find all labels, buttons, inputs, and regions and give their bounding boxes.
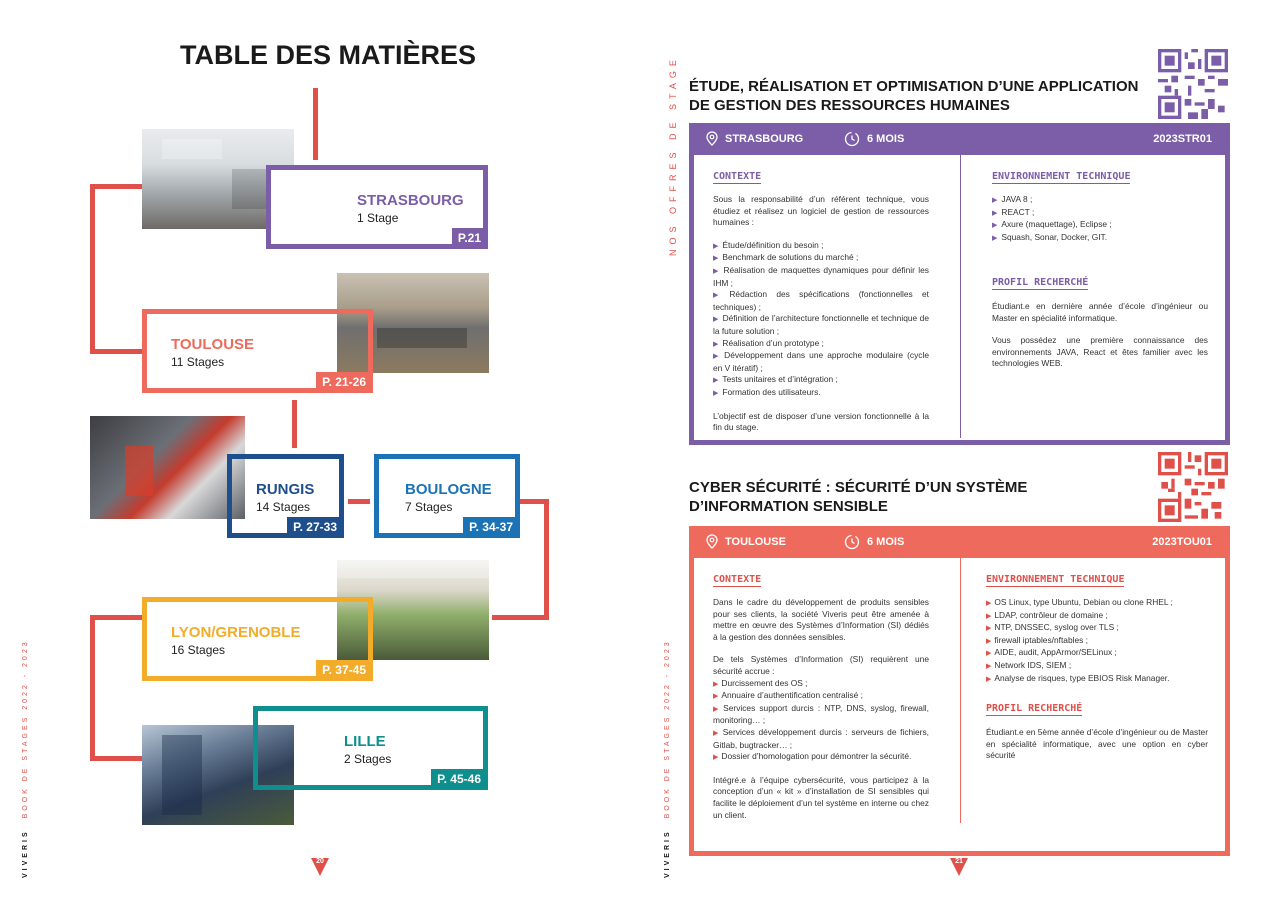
context-item: Réalisation de maquettes dynamiques pour définir les IHM ;: [713, 264, 929, 288]
city-stage-count: 14 Stages: [256, 500, 311, 514]
context-item: Réalisation d’un prototype ;: [722, 337, 824, 348]
offer-duration: 6 MOIS: [867, 133, 905, 145]
location-pin-icon: [705, 131, 719, 147]
offer-body: [689, 155, 1230, 445]
bullet-icon: ▶: [713, 242, 719, 250]
bullet-icon: ▶: [986, 675, 992, 683]
environment-title: ENVIRONNEMENT TECHNIQUE: [992, 171, 1131, 182]
context-title: CONTEXTE: [713, 171, 762, 182]
bullet-icon: ▶: [713, 340, 719, 348]
offer-location: TOULOUSE: [725, 536, 786, 548]
bullet-icon: ▶: [713, 292, 726, 300]
offer-duration: 6 MOIS: [867, 536, 905, 548]
profile-paragraph: Vous possédez une première connaissance des environnements JAVA, React et êtes familier avec les technologies WEB.: [992, 335, 1208, 369]
bullet-icon: ▶: [992, 209, 998, 217]
city-name: BOULOGNE: [405, 481, 492, 498]
offer-info-bar: [689, 526, 1230, 558]
context-item: Services développement durcis : serveurs de fichiers, Gitlab, bugtracker… ;: [713, 726, 929, 750]
connector-line: [90, 349, 142, 354]
connector-line: [492, 615, 549, 620]
page-title: TABLE DES MATIÈRES: [180, 40, 477, 70]
column-divider: [960, 558, 961, 823]
profile-paragraph: Étudiant.e en 5ème année d’école d’ingénieur ou de Master en spécialité informatique, avec une option en cyber sécurité: [986, 727, 1208, 761]
offer-location: STRASBOURG: [725, 133, 804, 145]
env-item: Axure (maquettage), Eclipse ;: [1001, 219, 1112, 230]
context-item: Définition de l’architecture fonctionnelle et technique de la future solution ;: [713, 313, 929, 336]
city-card-boulogne[interactable]: [374, 454, 520, 538]
context-intro: Dans le cadre du développement de produits sensibles pour ses clients, la société Viveris peut être amenée à mettre en œuvre des Systèmes d’Information (SI) dédiés à la gestion des données sensibles.: [713, 597, 929, 642]
bullet-icon: ▶: [713, 754, 719, 762]
environment-list: [992, 194, 1210, 244]
page-number-badge: [950, 858, 968, 876]
environment-title: ENVIRONNEMENT TECHNIQUE: [986, 574, 1125, 585]
env-item: NTP, DNSSEC, syslog over TLS ;: [994, 622, 1119, 633]
context-item: Développement dans une approche modulaire (cycle en V itératif) ;: [713, 350, 929, 373]
connector-line: [90, 756, 142, 761]
env-item: OS Linux, type Ubuntu, Debian ou clone RHEL ;: [994, 597, 1173, 607]
bullet-icon: ▶: [713, 680, 719, 688]
city-page-ref[interactable]: P. 37-45: [316, 660, 372, 680]
qr-code-icon[interactable]: [1158, 49, 1228, 119]
city-page-ref[interactable]: P. 34-37: [463, 517, 519, 537]
book-label: BOOK DE STAGES 2022 - 2023: [22, 639, 29, 819]
bullet-icon: ▶: [986, 600, 992, 607]
brand-name: VIVERIS: [664, 829, 671, 878]
context-item: Rédaction des spécifications (fonctionnelles et techniques) ;: [713, 289, 929, 312]
city-stage-count: 2 Stages: [344, 752, 392, 766]
context-item: Annuaire d’authentification centralisé ;: [721, 690, 863, 701]
connector-line: [313, 88, 318, 160]
city-page-ref[interactable]: P. 27-33: [287, 517, 343, 537]
city-card-lyon-grenoble[interactable]: [142, 597, 373, 681]
connector-line: [292, 400, 297, 448]
context-text: [713, 597, 929, 821]
offer-reference: 2023TOU01: [1152, 536, 1212, 548]
brand-name: VIVERIS: [22, 829, 29, 878]
connector-line: [90, 184, 142, 189]
offer-info-bar: [689, 123, 1230, 155]
city-name: LYON/GRENOBLE: [171, 624, 301, 641]
side-footer: [22, 639, 29, 878]
bullet-icon: ▶: [986, 625, 992, 633]
bullet-icon: ▶: [713, 316, 719, 324]
city-stage-count: 1 Stage: [357, 211, 399, 225]
bullet-icon: ▶: [713, 705, 721, 713]
context-item: Dossier d’homologation pour démontrer la sécurité.: [721, 751, 912, 762]
connector-line: [90, 184, 95, 354]
office-photo-rungis: [90, 416, 245, 519]
env-item: JAVA 8 ;: [1001, 194, 1033, 204]
profile-text: [992, 301, 1208, 370]
offer-title: ÉTUDE, RÉALISATION ET OPTIMISATION D’UNE APPLICATION DE GESTION DES RESSOURCES HUMAINES: [689, 78, 1139, 114]
context-intro: Sous la responsabilité d’un référent technique, vous étudiez et réalisez un logiciel de gestion de ressources humaines :: [713, 194, 929, 228]
city-name: TOULOUSE: [171, 336, 255, 353]
side-footer: [664, 639, 671, 878]
profile-title: PROFIL RECHERCHÉ: [992, 277, 1089, 288]
env-item: REACT ;: [1001, 206, 1035, 217]
env-item: Analyse de risques, type EBIOS Risk Manager.: [994, 672, 1170, 683]
book-label: BOOK DE STAGES 2022 - 2023: [664, 639, 671, 819]
bullet-icon: ▶: [986, 637, 992, 645]
context-outro: L’objectif est de disposer d’une version fonctionnelle à la fin du stage.: [713, 410, 929, 433]
env-item: LDAP, contrôleur de domaine ;: [994, 609, 1108, 620]
page-number-badge: [311, 858, 329, 876]
env-item: AIDE, audit, AppArmor/SELinux ;: [994, 647, 1117, 658]
bullet-icon: ▶: [992, 222, 998, 230]
connector-line: [90, 615, 142, 620]
offer-body: [689, 558, 1230, 856]
env-item: firewall iptables/nftables ;: [994, 634, 1088, 645]
bullet-icon: ▶: [713, 389, 719, 397]
context-item: Étude/définition du besoin ;: [722, 239, 824, 250]
city-stage-count: 16 Stages: [171, 643, 226, 657]
right-page: [640, 0, 1280, 906]
profile-title: PROFIL RECHERCHÉ: [986, 703, 1083, 714]
city-card-strasbourg[interactable]: [266, 165, 488, 249]
context-item: Services support durcis : NTP, DNS, syslog, firewall, monitoring… ;: [713, 702, 929, 726]
city-card-lille[interactable]: [253, 706, 488, 790]
context-text: [713, 194, 929, 434]
bullet-icon: ▶: [713, 729, 720, 737]
city-name: STRASBOURG: [357, 192, 464, 209]
clock-icon: [844, 131, 860, 147]
bullet-icon: ▶: [986, 612, 992, 620]
bullet-icon: ▶: [992, 234, 998, 242]
city-page-ref[interactable]: P.21: [452, 228, 487, 248]
city-stage-count: 11 Stages: [171, 355, 225, 369]
city-page-ref[interactable]: P. 45-46: [431, 769, 487, 789]
page-number: 21: [955, 858, 963, 865]
profile-text: [986, 727, 1208, 762]
bullet-icon: ▶: [713, 693, 719, 701]
environment-list: [986, 597, 1210, 685]
city-stage-count: 7 Stages: [405, 500, 453, 514]
page-number: 20: [316, 858, 324, 865]
city-card-toulouse[interactable]: [142, 309, 373, 393]
qr-code-icon[interactable]: [1158, 452, 1228, 522]
bullet-icon: ▶: [713, 377, 719, 385]
bullet-icon: ▶: [992, 197, 998, 204]
context-outro: Intégré.e à l’équipe cybersécurité, vous participez à la conception d’un « kit » d’installation de SI sensibles qui facilite le déploiement d’un tel système en interne ou chez un client.: [713, 774, 929, 820]
connector-line: [544, 499, 549, 620]
column-divider: [960, 155, 961, 438]
bullet-icon: ▶: [713, 267, 720, 275]
clock-icon: [844, 534, 860, 550]
connector-line: [90, 615, 95, 761]
city-card-rungis[interactable]: [227, 454, 344, 538]
offer-title: CYBER SÉCURITÉ : SÉCURITÉ D’UN SYSTÈME D’INFORMATION SENSIBLE: [689, 479, 1028, 515]
context-item: Benchmark de solutions du marché ;: [722, 252, 859, 263]
context-item: Tests unitaires et d’intégration ;: [722, 374, 838, 385]
location-pin-icon: [705, 534, 719, 550]
bullet-icon: ▶: [986, 650, 992, 658]
bullet-icon: ▶: [713, 353, 721, 361]
offer-reference: 2023STR01: [1153, 133, 1212, 145]
profile-paragraph: Étudiant.e en dernière année d’école d’ingénieur ou Master en spécialité informatique.: [992, 301, 1208, 323]
city-page-ref[interactable]: P. 21-26: [316, 372, 372, 392]
bullet-icon: ▶: [986, 662, 992, 670]
section-side-header: NOS OFFRES DE STAGE: [668, 55, 678, 256]
env-item: Network IDS, SIEM ;: [994, 659, 1072, 670]
city-name: RUNGIS: [256, 481, 315, 498]
context-title: CONTEXTE: [713, 574, 762, 585]
city-name: LILLE: [344, 733, 386, 750]
bullet-icon: ▶: [713, 255, 719, 263]
env-item: Squash, Sonar, Docker, GIT.: [1001, 231, 1108, 242]
context-item: Durcissement des OS ;: [721, 677, 808, 688]
context-intro: De tels Systèmes d’Information (SI) requièrent une sécurité accrue :: [713, 654, 929, 676]
context-item: Formation des utilisateurs.: [722, 386, 821, 397]
connector-line: [348, 499, 370, 504]
